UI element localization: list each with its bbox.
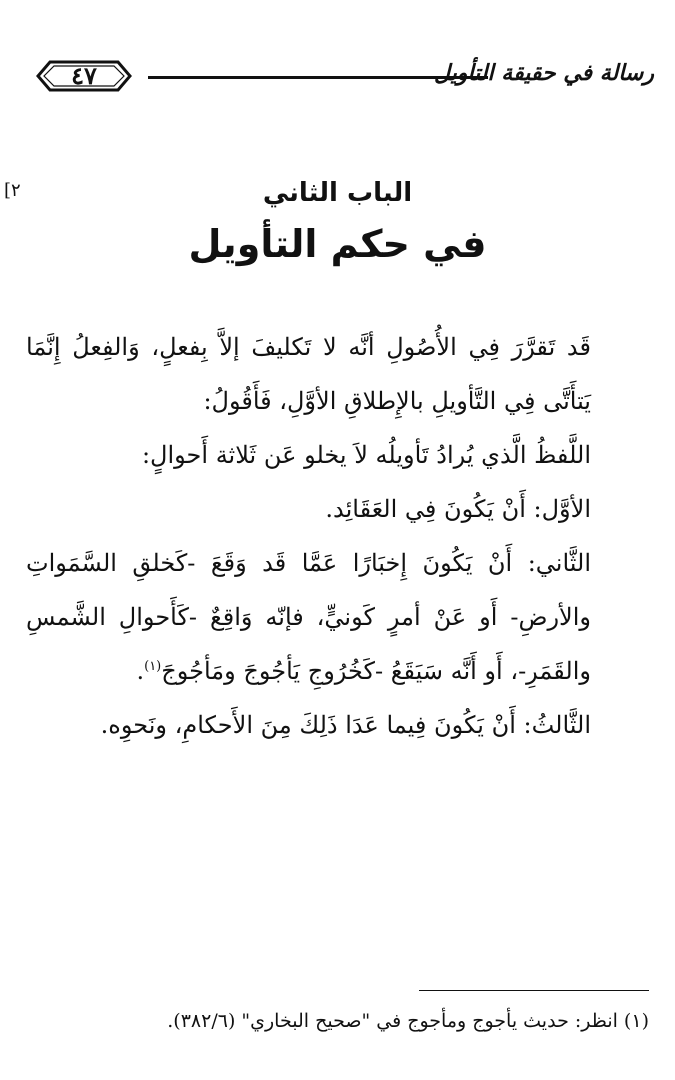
paragraph-4-end: . [136, 657, 145, 685]
paragraph-3: الأوَّل: أَنْ يَكُونَ فِي العَقَائِد. [325, 495, 591, 523]
paragraph-5: الثَّالثُ: أَنْ يَكُونَ فِيما عَدَا ذَلِكَ مِنَ الأَحكامِ، ونَحوِه. [100, 711, 591, 739]
paragraph-2: اللَّفظُ الَّذي يُرادُ تَأويلُه لاَ يخلو عَن ثَلاثة أَحوالٍ: [141, 441, 591, 469]
page-number-ornament [36, 58, 132, 94]
running-title: رسالة في حقيقة التأويل [434, 60, 654, 86]
margin-reference: ٢] [4, 180, 21, 201]
page-number: ٤٧ [71, 61, 97, 90]
chapter-label: الباب الثاني [262, 178, 413, 208]
footnote: (١) انظر: حديث يأجوج ومأجوج في "صحيح البخاري" (٣٨٢/٦). [167, 1010, 649, 1032]
paragraph-4-text: الثَّاني: أَنْ يَكُونَ إِخبَارًا عَمَّا قَد وَقَعَ -كَخلقِ السَّمَواتِ والأرضِ- أَو عَنْ أمرٍ كَونيٍّ، فإنّه وَاقِعٌ -كَأَحوالِ الشَّمسِ والقَمَرِ-، أَو أَنَّه سَيَقَعُ -كَخُرُوجِ يَأجُوجَ ومَأجُوجَ [26, 549, 591, 685]
footnote-rule [419, 990, 649, 991]
body-text [26, 320, 651, 752]
chapter-title: في حكم التأويل [188, 222, 487, 266]
paragraph-4 [26, 536, 651, 698]
footnote-marker[interactable]: (١) [144, 659, 162, 674]
paragraph-1: قَد تَقرَّرَ فِي الأُصُولِ أنَّه لا تَكليفَ إلاَّ بِفعلٍ، وَالفِعلُ إِنَّمَا يَتأَتَّى فِي التَّأويلِ بالإِطلاقِ الأوَّلِ، فَأَقُولُ: [26, 333, 591, 415]
page-header [36, 58, 656, 98]
